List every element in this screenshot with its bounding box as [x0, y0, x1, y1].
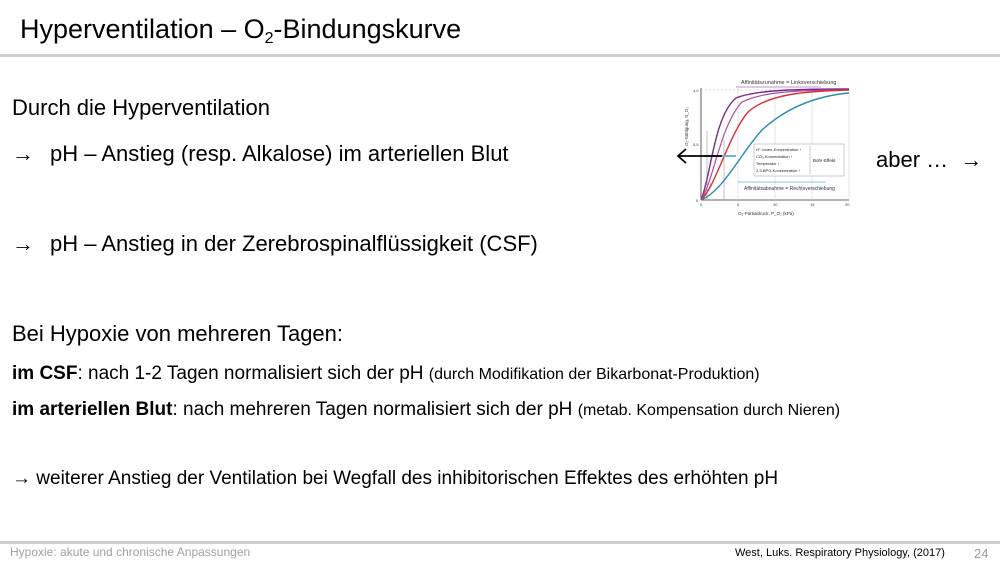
footer-citation: West, Luks. Respiratory Physiology, (2017) [735, 547, 945, 559]
title-subscript: 2 [264, 30, 274, 47]
svg-text:0: 0 [696, 198, 699, 203]
right-arrow-icon: → [12, 468, 31, 489]
svg-text:H⁺-Ionen-Konzentration ↑: H⁺-Ionen-Konzentration ↑ [756, 147, 802, 152]
svg-text:20: 20 [845, 202, 850, 207]
right-arrow-icon: → [960, 147, 983, 172]
svg-text:0,5: 0,5 [693, 142, 699, 147]
svg-text:CO₂-Konzentration ↑: CO₂-Konzentration ↑ [756, 154, 793, 159]
svg-text:0: 0 [700, 202, 703, 207]
svg-text:O₂-Sättigung, S_O₂: O₂-Sättigung, S_O₂ [684, 106, 689, 146]
svg-text:Affinitätsabnahme = Rechtsvers: Affinitätsabnahme = Rechtsverschiebung [744, 186, 835, 192]
slide-title: Hyperventilation – $O_2$-Bindungskurve [20, 14, 462, 47]
csf-normalization: im CSF: nach 1-2 Tagen normalisiert sich der pH (durch Modifikation der Bikarbonat-Produktion) [12, 363, 760, 384]
csf-note: (durch Modifikation der Bikarbonat-Produktion) [428, 366, 760, 383]
right-arrow-icon: → [12, 231, 34, 256]
intro-heading: Durch die Hyperventilation [12, 95, 271, 120]
blood-label: im arteriellen Blut [12, 399, 173, 420]
footer-divider [0, 541, 1000, 544]
svg-text:Affinitätszunahme = Linksversc: Affinitätszunahme = Linksverschiebung [741, 80, 837, 86]
blood-normalization: im arteriellen Blut: nach mehreren Tagen normalisiert sich der pH (metab. Kompensation durch Nieren) [12, 399, 841, 420]
svg-text:10: 10 [773, 202, 778, 207]
title-divider [0, 54, 1000, 57]
bullet-arterial-alkalosis: → pH – Anstieg (resp. Alkalose) im arteriellen Blut [12, 141, 509, 166]
bullet-csf-rise: → pH – Anstieg in der Zerebrospinalflüssigkeit (CSF) [12, 231, 538, 256]
footer-course-title: Hypoxie: akute und chronische Anpassungen [10, 545, 251, 559]
svg-text:Temperatur ↑: Temperatur ↑ [756, 161, 780, 166]
o2-binding-curve-figure [676, 76, 856, 218]
svg-text:1,0: 1,0 [693, 88, 699, 93]
svg-text:O₂-Partialdruck, P_O₂ (kPa): O₂-Partialdruck, P_O₂ (kPa) [738, 211, 794, 216]
svg-text:2,3-BPG-Konzentration ↑: 2,3-BPG-Konzentration ↑ [756, 168, 801, 173]
aber-text: aber … → [876, 147, 983, 172]
svg-text:Bohr-Effekt: Bohr-Effekt [813, 158, 836, 163]
hypoxia-heading: Bei Hypoxie von mehreren Tagen: [12, 321, 344, 346]
blood-note: (metab. Kompensation durch Nieren) [577, 402, 841, 419]
right-arrow-icon: → [12, 141, 34, 166]
svg-text:5: 5 [737, 202, 740, 207]
csf-label: im CSF [12, 363, 78, 384]
page-number: 24 [974, 546, 989, 561]
conclusion: → weiterer Anstieg der Ventilation bei Wegfall des inhibitorischen Effektes des erhöhten pH [12, 468, 779, 489]
svg-text:15: 15 [810, 202, 815, 207]
